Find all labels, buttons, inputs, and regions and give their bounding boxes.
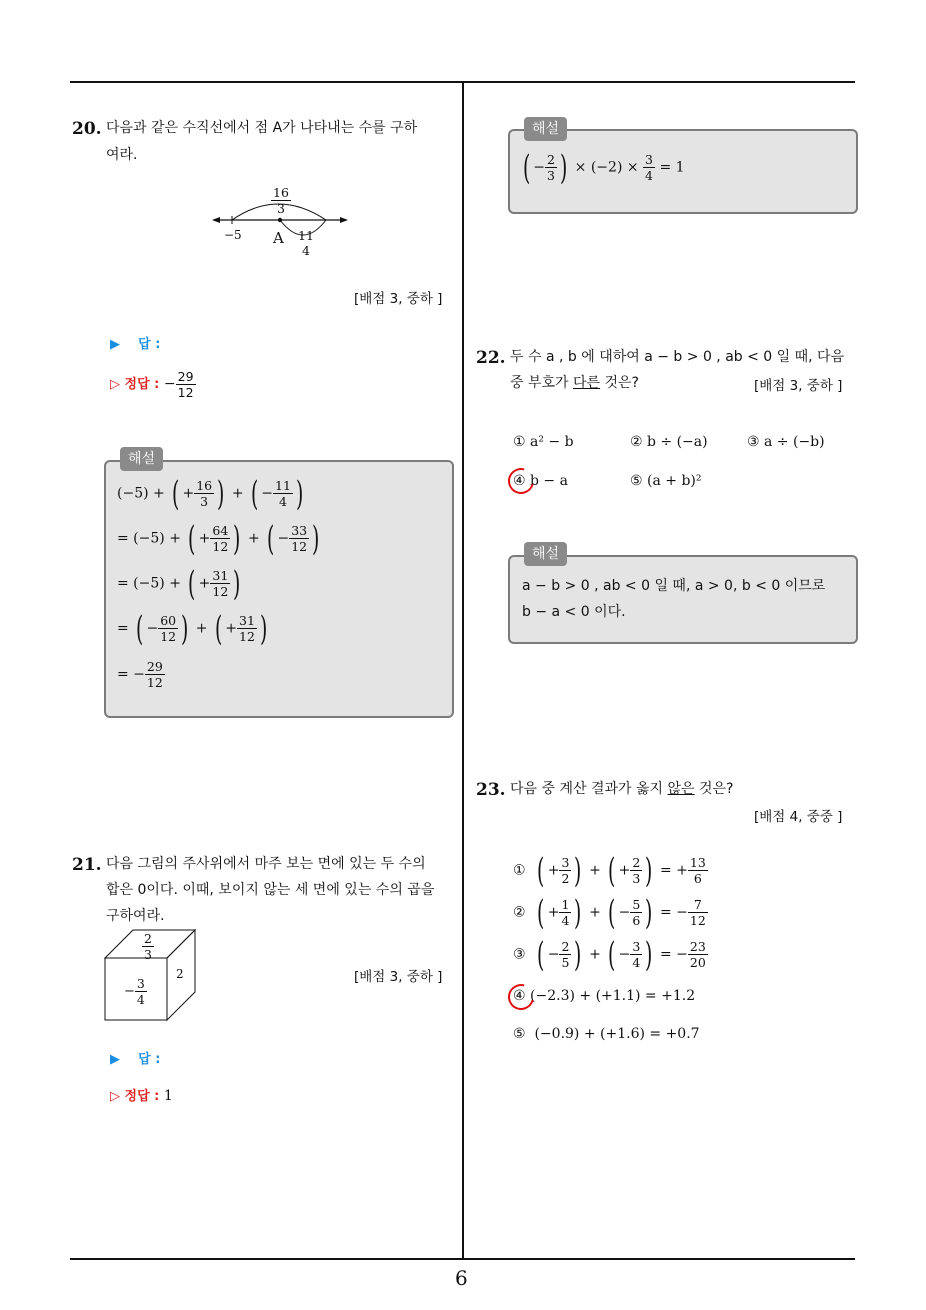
- q22-choice-1[interactable]: ① a² − b: [513, 434, 574, 450]
- q20-solution-line4: = ( − $\frac{60}{12}$ ) + ( + $\frac{31}{12}$ ): [117, 608, 268, 649]
- q22-text-line2: 중 부호가 다른 것은?: [510, 375, 639, 391]
- q20-answer-row[interactable]: ▶ 답 :: [110, 337, 161, 352]
- q20-fig-left-label: −5: [224, 228, 242, 242]
- q22-choice-5[interactable]: ⑤ (a + b)²: [630, 473, 702, 489]
- q20-solution-line5: = − $\frac{29}{12}$: [117, 659, 163, 690]
- q23-choice-4[interactable]: ④ (−2.3) + (+1.1) = +1.2: [513, 988, 696, 1004]
- q21-number: 21.: [72, 855, 102, 875]
- q23-choice-2[interactable]: ② ( + $\frac{1}{4}$ ) + ( − $\frac{5}{6}$ ) = − $\frac{7}{12}$: [513, 892, 706, 933]
- q22-solution-line2: b − a < 0 이다.: [522, 604, 626, 620]
- q23-text: 다음 중 계산 결과가 옳지 않은 것은?: [510, 781, 734, 797]
- q21-cube-side: 2: [176, 967, 184, 981]
- q20-fig-right-fraction: 11 4: [298, 228, 314, 258]
- q20-solution-tag: 해설: [120, 447, 163, 471]
- outline-triangle-icon: ▷: [110, 1089, 120, 1104]
- q23-answer-circle-mark: [503, 979, 539, 1015]
- q23-score: [배점 4, 중중 ]: [754, 809, 843, 825]
- q20-solution-line3: = (−5) + ( + $\frac{31}{12}$ ): [117, 563, 241, 604]
- q23-choice-3[interactable]: ③ ( − $\frac{2}{5}$ ) + ( − $\frac{3}{4}$ ) = − $\frac{23}{20}$: [513, 934, 706, 975]
- outline-triangle-icon: ▷: [110, 377, 120, 392]
- q21-solution-line1: ( − $\frac{2}{3}$ ) × (−2) × $\frac{3}{4}$ = 1: [522, 147, 685, 188]
- page-number: 6: [455, 1266, 468, 1290]
- q22-text-line1: 두 수 a , b 에 대하여 a − b > 0 , ab < 0 일 때, 다음: [510, 349, 845, 365]
- q20-fig-top-fraction: $\frac{16}{3}$: [273, 185, 289, 216]
- q22-choice-2[interactable]: ② b ÷ (−a): [630, 434, 708, 450]
- q20-fig-point-label: A: [273, 229, 284, 247]
- q22-choice-3[interactable]: ③ a ÷ (−b): [747, 434, 825, 450]
- q21-answer-row[interactable]: ▶ 답 :: [110, 1052, 161, 1067]
- q21-text-line2: 합은 0이다. 이때, 보이지 않는 세 면에 있는 수의 곱을: [106, 882, 435, 898]
- bottom-rule: [70, 1258, 855, 1260]
- q21-correct-answer: ▷ 정답 : 1: [110, 1088, 173, 1104]
- q22-solution-line1: a − b > 0 , ab < 0 일 때, a > 0, b < 0 이므로: [522, 578, 826, 594]
- q20-number: 20.: [72, 119, 102, 139]
- q22-choice-4[interactable]: ④ b − a: [513, 473, 568, 489]
- q21-score: [배점 3, 중하 ]: [354, 969, 443, 985]
- q20-text-line1: 다음과 같은 수직선에서 점 A가 나타내는 수를 구하: [106, 120, 418, 136]
- q21-cube-top: $\frac{2}{3}$: [144, 931, 152, 962]
- q20-solution-line2: = (−5) + ( + $\frac{64}{12}$ ) + ( − $\frac{33}{12}$ ): [117, 518, 320, 559]
- play-icon: ▶: [110, 1052, 120, 1067]
- q20-text-line2: 여라.: [106, 147, 138, 163]
- q20-correct-answer: ▷ 정답 : − $\frac{29}{12}$: [110, 369, 194, 400]
- q23-choice-5[interactable]: ⑤ (−0.9) + (+1.6) = +0.7: [513, 1026, 700, 1042]
- q23-choice-1[interactable]: ① ( + $\frac{3}{2}$ ) + ( + $\frac{2}{3}$ ) = + $\frac{13}{6}$: [513, 850, 706, 891]
- q21-text-line1: 다음 그림의 주사위에서 마주 보는 면에 있는 두 수의: [106, 856, 426, 872]
- q23-number: 23.: [476, 780, 506, 800]
- play-icon: ▶: [110, 337, 120, 352]
- q21-cube-front: − $\frac{3}{4}$: [124, 976, 145, 1007]
- q22-solution-tag: 해설: [524, 542, 567, 566]
- q22-score: [배점 3, 중하 ]: [754, 378, 843, 394]
- q22-answer-circle-mark: [503, 463, 539, 499]
- q22-number: 22.: [476, 348, 506, 368]
- q21-solution-tag: 해설: [524, 117, 567, 141]
- column-divider: [462, 82, 464, 1260]
- q20-score: [배점 3, 중하 ]: [354, 291, 443, 307]
- q21-text-line3: 구하여라.: [106, 908, 165, 924]
- q20-solution-line1: (−5) + ( + $\frac{16}{3}$ ) + ( − $\frac{11}{4}$ ): [117, 473, 304, 514]
